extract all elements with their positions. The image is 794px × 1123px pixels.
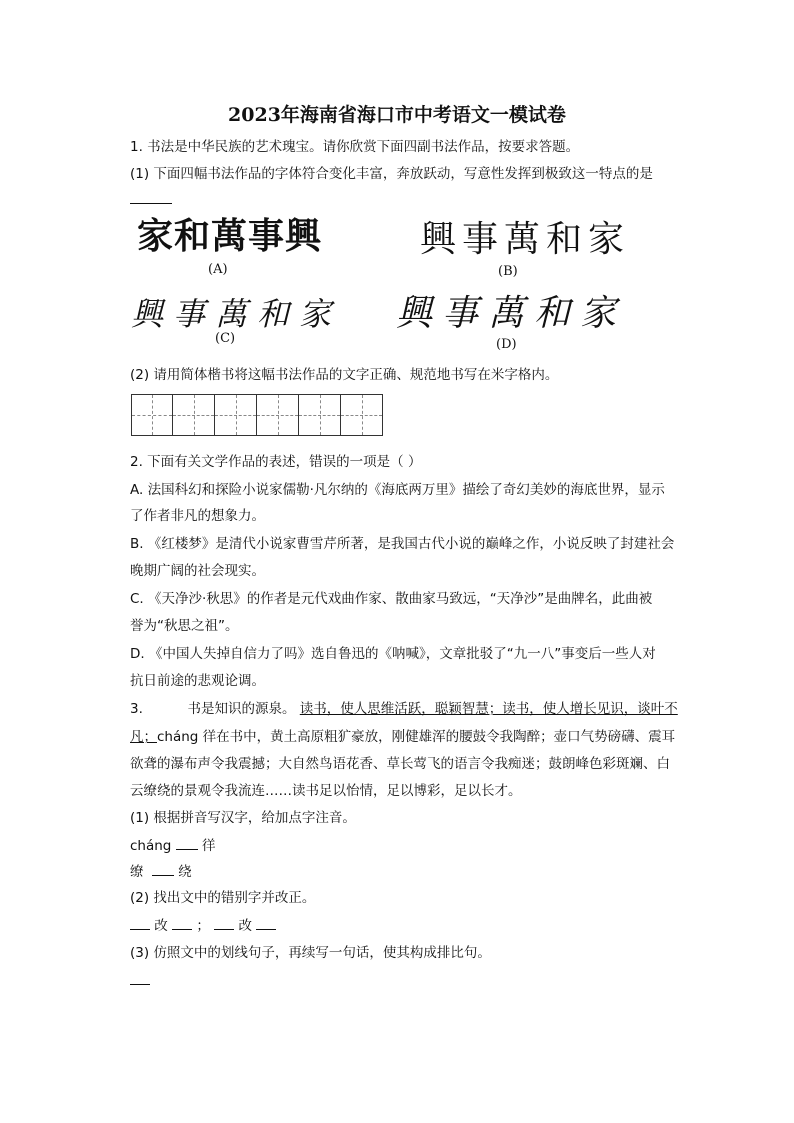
q3-passage-text: cháng 徉在书中，黄土高原粗犷豪放，刚健雄浑的腰鼓令我陶醉；壶口气势磅礴、震耳	[157, 729, 676, 745]
calligraphy-b: 興事萬和家	[420, 219, 631, 260]
calligraphy-a: 家和萬事興	[137, 216, 323, 257]
answer-blank[interactable]	[172, 916, 192, 930]
q3-passage-line3: 欲聋的瀑布声令我震撼；大自然鸟语花香、草长莺飞的语言令我痴迷；鼓朗峰色彩斑斓、白	[130, 756, 670, 772]
q3-underlined-sentence: 读书，使人思维活跃，聪颖智慧；读书，使人增长见识，谈叶不	[299, 701, 678, 717]
grid-cell[interactable]	[215, 394, 257, 436]
q2-option-b-line2: 晚期广阔的社会现实。	[130, 563, 265, 579]
q3-fill-1	[130, 836, 215, 855]
q3-passage-line4: 云缭绕的景观令我流连……读书足以怡情，足以博彩，足以长才。	[130, 783, 522, 799]
q2-option-a-line2: 了作者非凡的想象力。	[130, 508, 265, 524]
writing-grid[interactable]	[131, 394, 383, 436]
grid-cell[interactable]	[257, 394, 299, 436]
page-title: 2023年海南省海口市中考语文一模试卷	[228, 104, 566, 126]
gai-label: 改	[154, 918, 168, 934]
calligraphy-a-label: (A)	[208, 262, 228, 277]
calligraphy-c: 興事萬和家	[131, 295, 342, 333]
answer-blank[interactable]	[130, 916, 150, 930]
gai-label: 改	[238, 918, 252, 934]
q1-answer-blank[interactable]	[130, 190, 172, 209]
calligraphy-b-label: (B)	[498, 264, 518, 279]
calligraphy-c-label: (C)	[215, 331, 236, 346]
q3-part3: (3) 仿照文中的划线句子，再续写一句话，使其构成排比句。	[130, 945, 491, 961]
q2-option-c-line2: 誉为“秋思之祖”。	[130, 618, 239, 634]
q3-part2: (2) 找出文中的错别字并改正。	[130, 890, 316, 906]
q2-option-c-line1: C. 《天净沙·秋思》的作者是元代戏曲作家、散曲家马致远，“天净沙”是曲牌名，此曲被	[130, 591, 653, 607]
q3-number: 3.	[130, 701, 143, 717]
grid-cell[interactable]	[299, 394, 341, 436]
q3-part1: (1) 根据拼音写汉字，给加点字注音。	[130, 810, 356, 826]
answer-blank[interactable]	[152, 862, 174, 876]
answer-blank[interactable]	[176, 836, 198, 850]
q1-part1: (1) 下面四幅书法作品的字体符合变化丰富，奔放跃动，写意性发挥到极致这一特点的是	[130, 166, 653, 182]
q3-correction-row	[130, 916, 276, 935]
calligraphy-d-label: (D)	[496, 337, 517, 352]
q1-stem: 1. 书法是中华民族的艺术瑰宝。请你欣赏下面四副书法作品，按要求答题。	[130, 139, 580, 155]
q3-answer-line[interactable]	[130, 971, 150, 990]
q2-option-b-line1: B. 《红楼梦》是清代小说家曹雪芹所著，是我国古代小说的巅峰之作，小说反映了封建社会	[130, 536, 675, 552]
separator: ；	[196, 918, 210, 934]
answer-blank[interactable]	[256, 916, 276, 930]
q3-fill-2	[130, 862, 192, 881]
grid-cell[interactable]	[341, 394, 383, 436]
q1-part2: (2) 请用简体楷书将这幅书法作品的文字正确、规范地书写在米字格内。	[130, 367, 559, 383]
q3-lead: 书是知识的源泉。	[187, 701, 296, 717]
q3-passage-line2	[130, 728, 675, 746]
char-cue: 缭	[130, 864, 144, 880]
q2-stem: 2. 下面有关文学作品的表述，错误的一项是（ ）	[130, 454, 422, 470]
q3-underlined-sentence-end: 凡；	[130, 729, 157, 745]
pinyin-cue: cháng	[130, 838, 172, 854]
q2-option-d-line2: 抗日前途的悲观论调。	[130, 673, 265, 689]
char-cue: 徉	[201, 838, 216, 854]
answer-blank[interactable]	[214, 916, 234, 930]
grid-cell[interactable]	[173, 394, 215, 436]
char-cue: 绕	[178, 864, 192, 880]
q2-option-d-line1: D. 《中国人失掉自信力了吗》选自鲁迅的《呐喊》，文章批驳了“九一八”事变后一些人对	[130, 646, 656, 662]
q2-option-a-line1: A. 法国科幻和探险小说家儒勒·凡尔纳的《海底两万里》描绘了奇幻美妙的海底世界，显示	[130, 482, 665, 498]
calligraphy-d: 興事萬和家	[396, 293, 627, 334]
q3-passage-line1	[130, 700, 678, 718]
grid-cell[interactable]	[131, 394, 173, 436]
